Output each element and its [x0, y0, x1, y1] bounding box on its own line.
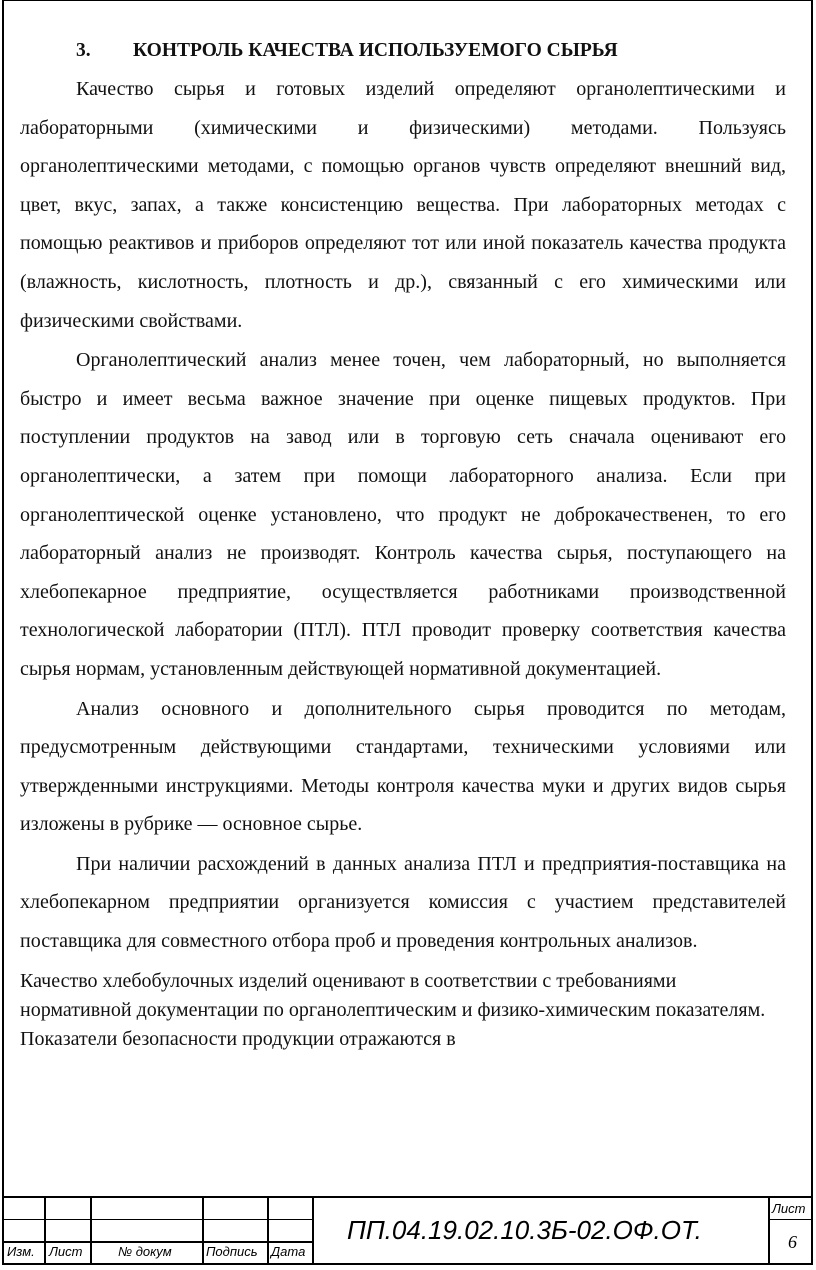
stamp-col-line-1 — [44, 1196, 46, 1265]
stamp-col-date: Дата — [271, 1244, 306, 1259]
stamp-col-line-2 — [90, 1196, 92, 1265]
sheet-label: Лист — [772, 1201, 806, 1216]
paragraph-4: При наличии расхождений в данных анализа ПТЛ и предприятия-поставщика на хлебопекарном предприятии организуется комиссия с участием представителей поставщика для совместного отбора проб и проведения контрольных анализов. — [20, 852, 786, 953]
stamp-col-change: Изм. — [7, 1244, 35, 1259]
paragraph-1: Качество сырья и готовых изделий определяют органолептическими и лабораторными (химическими и физическими) методами. Пользуясь органолептическими методами, с помощью органов чувств определяют внешний вид, цвет, вкус, запах, а также консистенцию вещества. При лабораторных методах с помощью реактивов и приборов определяют тот или иной показатель качества продукта (влажность, кислотность, плотность и др.), связанный с его химическими или физическими свойствами. — [20, 78, 786, 332]
section-title: КОНТРОЛЬ КАЧЕСТВА ИСПОЛЬЗУЕМОГО СЫРЬЯ — [133, 40, 618, 61]
section-heading — [20, 32, 786, 70]
sheet-number: 6 — [788, 1232, 797, 1252]
sheet-cell-divider — [768, 1219, 813, 1220]
document-body — [20, 32, 786, 1054]
stamp-row-line-2 — [2, 1241, 312, 1243]
section-number: 3. — [76, 40, 91, 61]
stamp-col-line-6 — [768, 1196, 770, 1265]
stamp-col-line-4 — [267, 1196, 269, 1265]
stamp-col-sheet: Лист — [49, 1244, 83, 1259]
paragraph-final: Качество хлебобулочных изделий оценивают в соответствии с требованиями нормативной документации по органолептическим и физико-химическим показателям. Показатели безопасности продукции отражаются в — [20, 969, 766, 1050]
stamp-top-line — [2, 1196, 813, 1198]
paragraph-2: Органолептический анализ менее точен, чем лабораторный, но выполняется быстро и имеет весьма важное значение при оценке пищевых продуктов. При поступлении продуктов на завод или в торговую сеть сначала оценивают его органолептически, а затем при помощи лабораторного анализа. Если при органолептической оценке установлено, что продукт не доброкачественен, то его лабораторный анализ не производят. Контроль качества сырья, поступающего на хлебопекарное предприятие, осуществляется работниками производственной технологической лаборатории (ПТЛ). ПТЛ проводит проверку соответствия качества сырья нормам, установленным действующей нормативной документацией. — [20, 349, 786, 680]
document-code: ПП.04.19.02.10.3Б-02.ОФ.ОТ. — [347, 1215, 702, 1245]
stamp-col-signature: Подпись — [206, 1244, 258, 1259]
stamp-col-doc-number: № докум — [118, 1244, 172, 1259]
paragraph-3: Анализ основного и дополнительного сырья проводится по методам, предусмотренным действующими стандартами, техническими условиями или утвержденными инструкциями. Методы контроля качества муки и других видов сырья изложены в рубрике — основное сырье. — [20, 697, 786, 836]
stamp-col-line-3 — [202, 1196, 204, 1265]
title-block-stamp — [2, 1196, 813, 1265]
stamp-row-line-1 — [2, 1219, 312, 1220]
stamp-col-line-5 — [312, 1196, 314, 1265]
